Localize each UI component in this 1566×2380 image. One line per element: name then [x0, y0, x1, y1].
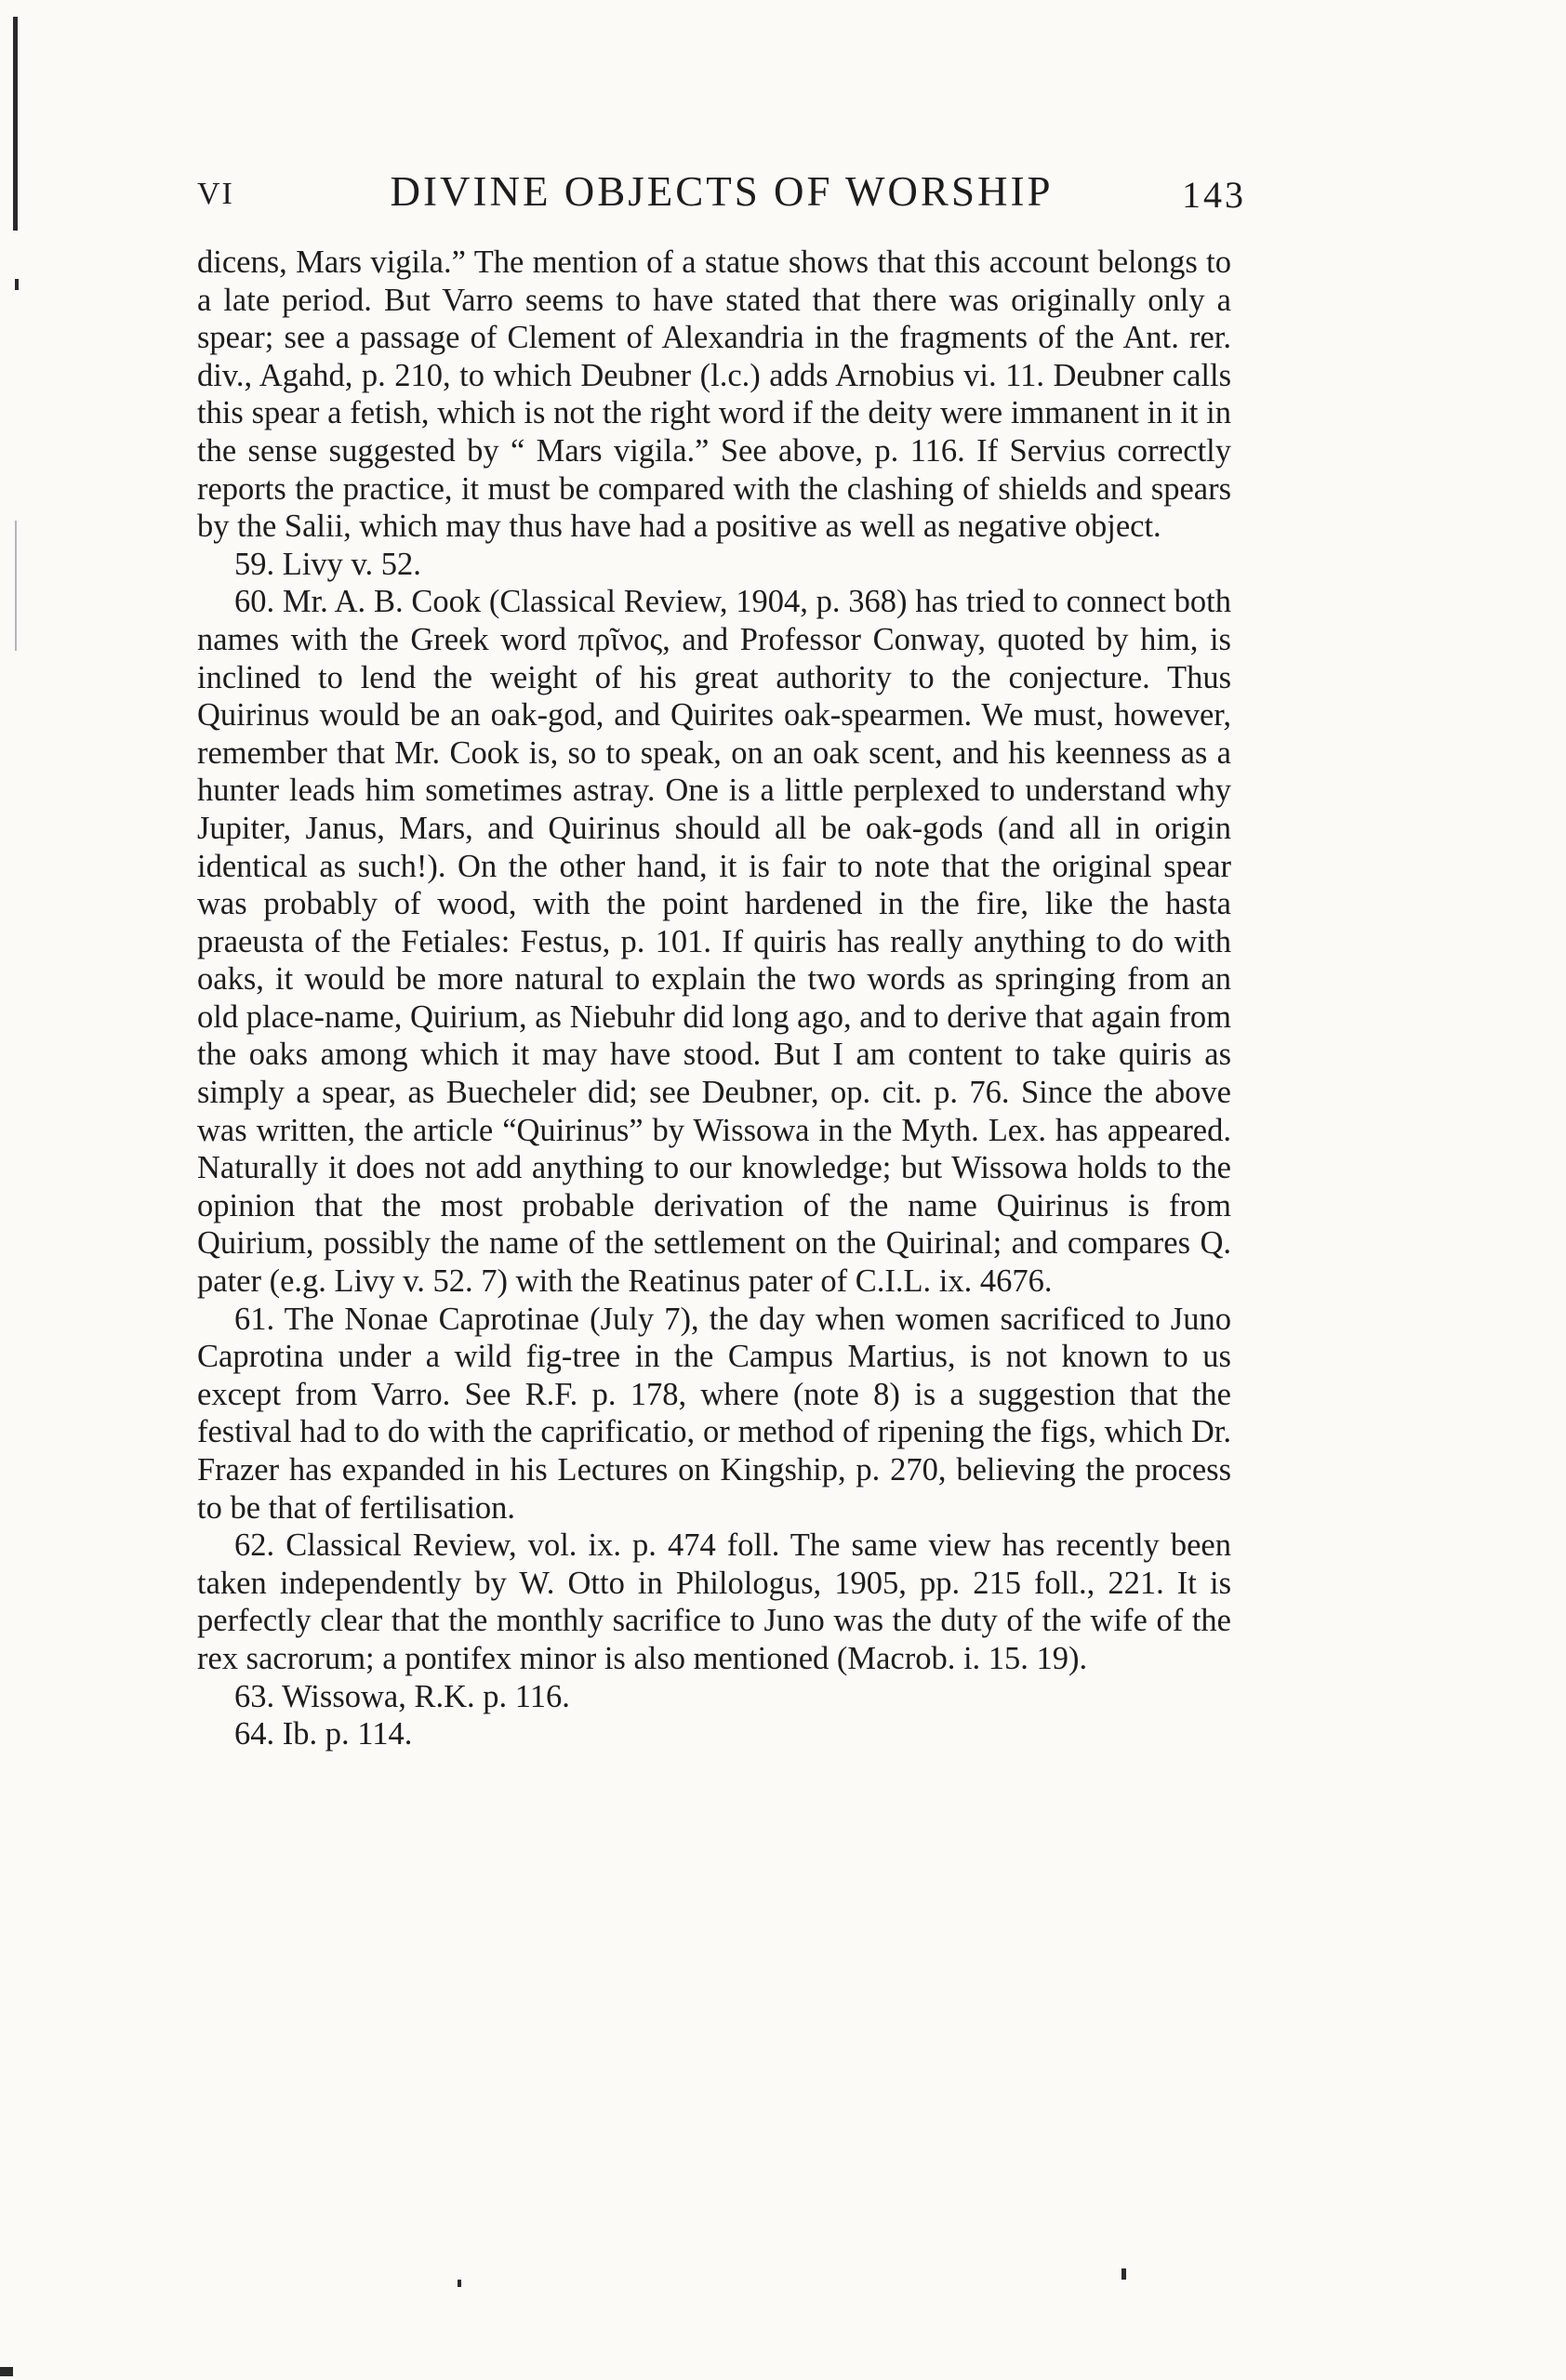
- note-63: 63. Wissowa, R.K. p. 116.: [234, 1678, 570, 1714]
- scan-speck: [458, 2280, 461, 2287]
- notes-body: [197, 244, 1231, 1753]
- scan-mark-bottom-left: [0, 2367, 13, 2376]
- scan-speck: [1121, 2268, 1126, 2280]
- scan-mark-dot: [15, 279, 19, 290]
- page-header: [197, 167, 1246, 223]
- note-62: 62. Classical Review, vol. ix. p. 474 foll. The same view has recently been taken independently by W. Otto in Philologus, 1905, pp. 215 foll., 221. It is perfectly clear that the monthly sacrifice to Juno was the duty of the wife of the rex sacrorum; a pontifex minor is also mentioned (Macrob. i. 15. 19).: [197, 1527, 1231, 1676]
- note-61: 61. The Nonae Caprotinae (July 7), the day when women sacrificed to Juno Caprotina under a wild fig-tree in the Campus Martius, is not known to us except from Varro. See R.F. p. 178, where (note 8) is a suggestion that the festival had to do with the caprificatio, or method of ripening the figs, which Dr. Frazer has expanded in his Lectures on Kingship, p. 270, believing the process to be that of fertilisation.: [197, 1301, 1231, 1526]
- scan-mark-binding: [13, 17, 18, 231]
- note-59: 59. Livy v. 52.: [234, 546, 421, 582]
- running-title: DIVINE OBJECTS OF WORSHIP: [390, 168, 1054, 215]
- page-number: 143: [1182, 174, 1246, 216]
- scan-mark-faint: [15, 521, 17, 651]
- note-continuation: dicens, Mars vigila.” The mention of a statue shows that this account belongs to a late period. But Varro seems to have stated that there was originally only a spear; see a passage of Clement of Alexandria in the fragments of the Ant. rer. div., Agahd, p. 210, to which Deubner (l.c.) adds Arnobius vi. 11. Deubner calls this spear a fetish, which is not the right word if the deity were immanent in it in the sense suggested by “ Mars vigila.” See above, p. 116. If Servius correctly reports the practice, it must be compared with the clashing of shields and spears by the Salii, which may thus have had a positive as well as negative object.: [197, 245, 1231, 545]
- chapter-number: VI: [197, 177, 234, 211]
- note-64: 64. Ib. p. 114.: [234, 1716, 413, 1752]
- note-60: 60. Mr. A. B. Cook (Classical Review, 1904, p. 368) has tried to connect both names with the Greek word πρῖνος, and Professor Conway, quoted by him, is inclined to lend the weight of his great authority to the conjecture. Thus Quirinus would be an oak-god, and Quirites oak-spearmen. We must, however, remember that Mr. Cook is, so to speak, on an oak scent, and his keenness as a hunter leads him sometimes astray. One is a little perplexed to understand why Jupiter, Janus, Mars, and Quirinus should all be oak-gods (and all in origin identical as such!). On the other hand, it is fair to note that the original spear was probably of wood, with the point hardened in the fire, like the hasta praeusta of the Fetiales: Festus, p. 101. If quiris has really anything to do with oaks, it would be more natural to explain the two words as springing from an old place-name, Quirium, as Niebuhr did long ago, and to derive that again from the oaks among which it may have stood. But I am content to take quiris as simply a spear, as Buecheler did; see Deubner, op. cit. p. 76. Since the above was written, the article “Quirinus” by Wissowa in the Myth. Lex. has appeared. Naturally it does not add anything to our knowledge; but Wissowa holds to the opinion that the most probable derivation of the name Quirinus is from Quirium, possibly the name of the settlement on the Quirinal; and compares Q. pater (e.g. Livy v. 52. 7) with the Reatinus pater of C.I.L. ix. 4676.: [197, 584, 1231, 1300]
